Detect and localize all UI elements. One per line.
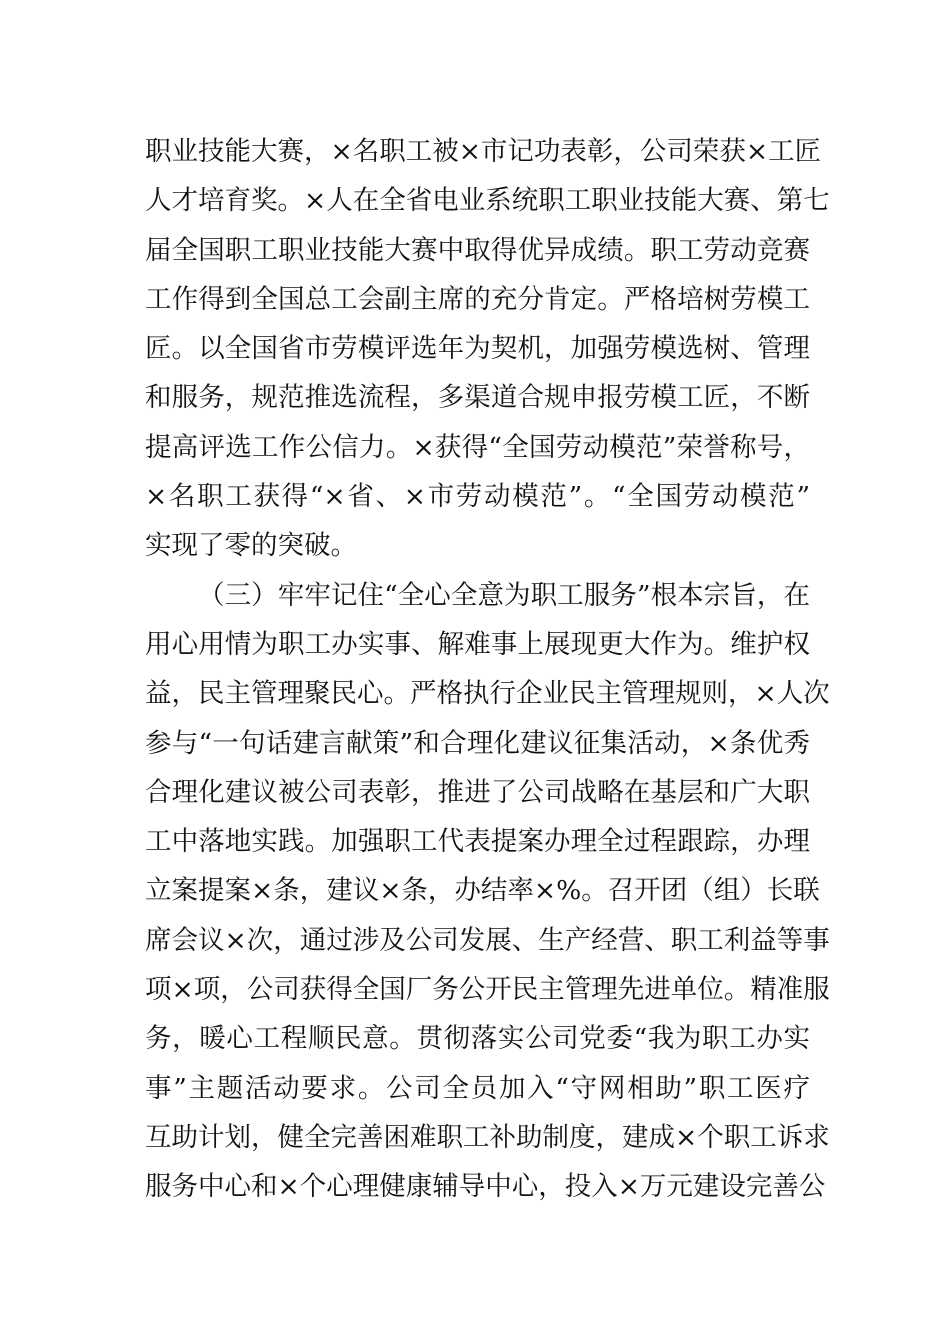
text-line: 匠。以全国省市劳模评选年为契机，加强劳模选树、管理: [145, 333, 810, 365]
text-line: 实现了零的突破。: [145, 530, 357, 562]
text-line: 席会议×次，通过涉及公司发展、生产经营、职工利益等事: [145, 924, 830, 956]
text-line: 参与“一句话建言献策”和合理化建议征集活动，×条优秀: [145, 727, 810, 759]
text-line: 项×项，公司获得全国厂务公开民主管理先进单位。精准服: [145, 974, 830, 1006]
text-line: 和服务，规范推选流程，多渠道合规申报劳模工匠，不断: [145, 382, 810, 414]
text-line: 工作得到全国总工会副主席的充分肯定。严格培树劳模工: [145, 283, 810, 315]
text-line: 人才培育奖。×人在全省电业系统职工职业技能大赛、第七: [145, 185, 830, 217]
text-line: 届全国职工职业技能大赛中取得优异成绩。职工劳动竞赛: [145, 234, 810, 266]
text-line: 事”主题活动要求。公司全员加入“守网相助”职工医疗: [145, 1072, 810, 1104]
text-line: 立案提案×条，建议×条，办结率×%。召开团（组）长联: [145, 875, 820, 907]
paragraph-heading-line: （三）牢牢记住“全心全意为职工服务”根本宗旨，在: [198, 579, 810, 611]
text-line: 职业技能大赛，×名职工被×市记功表彰，公司荣获×工匠: [145, 136, 822, 167]
text-line: 益，民主管理聚民心。严格执行企业民主管理规则，×人次: [145, 678, 830, 710]
text-line: ×名职工获得“×省、×市劳动模范”。“全国劳动模范”: [145, 481, 810, 513]
text-line: 务，暖心工程顺民意。贯彻落实公司党委“我为职工办实: [145, 1023, 810, 1055]
body-text: [145, 127, 830, 1212]
text-line: 互助计划，健全完善困难职工补助制度，建成×个职工诉求: [145, 1121, 830, 1153]
text-line: 用心用情为职工办实事、解难事上展现更大作为。维护权: [145, 628, 810, 660]
text-line: 提高评选工作公信力。×获得“全国劳动模范”荣誉称号，: [145, 431, 810, 463]
text-line: 合理化建议被公司表彰，推进了公司战略在基层和广大职: [145, 776, 810, 808]
text-line: 服务中心和×个心理健康辅导中心，投入×万元建设完善公: [145, 1171, 826, 1203]
text-line: 工中落地实践。加强职工代表提案办理全过程跟踪，办理: [145, 826, 810, 858]
